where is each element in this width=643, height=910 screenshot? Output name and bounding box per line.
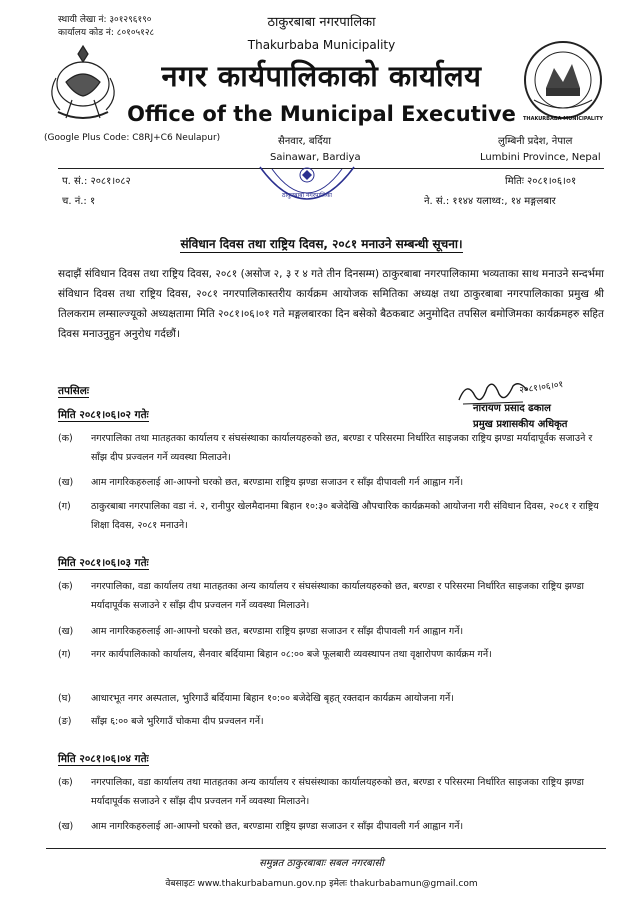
office-stamp: [256, 163, 358, 231]
item-label: (ङ): [58, 716, 72, 727]
item-text: नगर कार्यपालिकाको कार्यालय, सैनवार बर्दियामा बिहान ०८:०० बजे फूलबारी व्यवस्थापन तथा वृक्षारोपण कार्यक्रम गर्ने।: [91, 649, 492, 660]
logo-caption: THAKURBABA MUNICIPALITY: [522, 116, 604, 122]
item-text: साँझ ६:०० बजे भुरिगाउँ चोकमा दीप प्रज्वलन गर्ने।: [91, 716, 264, 727]
item-text: आम नागरिकहरुलाई आ-आफ्नो घरको छत, बरण्डामा राष्ट्रिय झण्डा सजाउन र साँझ दीपावली गर्न आह्वान गर्ने।: [91, 626, 464, 637]
item-label: (क): [58, 777, 73, 788]
item-label: (क): [58, 433, 73, 444]
registration-number: स्थायी लेखा नं: ३०१२९६१९०: [58, 15, 152, 25]
item-text: आम नागरिकहरुलाई आ-आफ्नो घरको छत, बरण्डामा राष्ट्रिय झण्डा सजाउन र साँझ दीपावली गर्न आह्वान गर्ने।: [91, 821, 464, 832]
municipality-logo: [516, 38, 611, 126]
province-np: लुम्बिनी प्रदेश, नेपाल: [498, 136, 573, 147]
list-item: [58, 429, 604, 467]
officer-title: प्रमुख प्रशासकीय अधिकृत: [473, 419, 568, 430]
footer-contact: वेबसाइटः www.thakurbabamun.gov.np इमेलः thakurbabamun@gmail.com: [165, 879, 478, 889]
section-2-date: मिति २०८१।०६।०३ गतेः: [58, 557, 149, 569]
item-label: (ख): [58, 821, 74, 832]
list-item: [58, 712, 604, 731]
nepal-sambat-date: ने. सं.: ११४४ यलाथ्व:, १४ मङ्गलबार: [424, 196, 556, 207]
office-code: कार्यालय कोड नं: ८०१०५१२८: [58, 28, 155, 38]
subject-text: संविधान दिवस तथा राष्ट्रिय दिवस, २०८१ मनाउने सम्बन्धी सूचना।: [180, 237, 463, 251]
section-1-date: मिति २०८१।०६।०२ गतेः: [58, 409, 149, 421]
list-item: [58, 645, 604, 683]
item-label: (ग): [58, 501, 71, 512]
item-text: आधारभूत नगर अस्पताल, भुरिगाउँ बर्दियामा बिहान १०:०० बजेदेखि बृहत् रक्तदान कार्यक्रम आयोजना गर्ने।: [91, 693, 454, 704]
province-en: Lumbini Province, Nepal: [480, 152, 601, 163]
item-text: नगरपालिका, वडा कार्यालय तथा मातहतका अन्य कार्यालय र संघसंस्थाका कार्यालयहरुको छत, बरण्डा र परिसरमा निर्धारित साइजका राष्ट्रिय झण्डा मर्यादापूर्वक सजाउने र साँझ दीप प्रज्वलन गर्ने व्यवस्था मिलाउने।: [91, 777, 584, 807]
list-item: [58, 622, 604, 641]
list-item: [58, 817, 604, 836]
section-3-heading: [58, 752, 149, 766]
section-2-heading: [58, 556, 149, 570]
list-item: [58, 497, 604, 535]
office-title-en: Office of the Municipal Executive: [127, 102, 516, 126]
item-text: ठाकुरबाबा नगरपालिका वडा नं. २, रानीपुर खेलमैदानमा बिहान १०:३० बजेदेखि औपचारिक कार्यक्रमको आयोजना गरी संविधान दिवस, २०८१ र राष्ट्रिय शिक्षा दिवस, २०८१ मनाउने।: [91, 501, 599, 531]
notice-subject: [0, 235, 643, 252]
officer-name: नारायण प्रसाद ढकाल: [473, 403, 551, 414]
item-label: (क): [58, 581, 73, 592]
section-3-date: मिति २०८१।०६।०४ गतेः: [58, 753, 149, 765]
footer-divider: [46, 848, 606, 849]
list-item: [58, 473, 604, 492]
item-text: नगरपालिका तथा मातहतका कार्यालय र संघसंस्थाका कार्यालयहरुको छत, बरण्डा र परिसरमा निर्धारित साइजका राष्ट्रिय झण्डा मर्यादापूर्वक सजाउने र साँझ दीप प्रज्वलन गर्ने व्यवस्था मिलाउने।: [91, 433, 593, 463]
item-label: (ख): [58, 477, 74, 488]
item-label: (घ): [58, 693, 72, 704]
chalani-number: च. नं.: १: [62, 196, 96, 207]
item-text: आम नागरिकहरुलाई आ-आफ्नो घरको छत, बरण्डामा राष्ट्रिय झण्डा सजाउन र साँझ दीपावली गर्न आह्वान गर्ने।: [91, 477, 464, 488]
signature-block: [453, 376, 603, 436]
municipality-name-np: ठाकुरबाबा नगरपालिका: [267, 15, 376, 30]
office-title-np: नगर कार्यपालिकाको कार्यालय: [161, 59, 482, 93]
list-item: [58, 773, 604, 811]
patra-sankhya: प. सं.: २०८१।०८२: [62, 176, 131, 187]
list-item: [58, 689, 604, 708]
signature-date: २०८१।०६।०१: [518, 379, 564, 397]
item-label: (ख): [58, 626, 74, 637]
item-label: (ग): [58, 649, 71, 660]
footer-slogan: समुन्नत ठाकुरबाबाः सबल नगरबासी: [259, 858, 384, 869]
list-item: [58, 577, 604, 615]
tapsil-heading: [58, 384, 89, 398]
municipality-name-en: Thakurbaba Municipality: [247, 38, 396, 52]
letter-date: मितिः २०८१।०६।०१: [505, 176, 577, 187]
section-1-heading: [58, 408, 149, 422]
nepal-emblem-logo: [36, 38, 131, 126]
address-np: सैनवार, बर्दिया: [278, 136, 331, 147]
item-text: नगरपालिका, वडा कार्यालय तथा मातहतका अन्य कार्यालय र संघसंस्थाका कार्यालयहरुको छत, बरण्डा र परिसरमा निर्धारित साइजका राष्ट्रिय झण्डा मर्यादापूर्वक सजाउने र साँझ दीप प्रज्वलन गर्ने व्यवस्था मिलाउने।: [91, 581, 584, 611]
address-en: Sainawar, Bardiya: [270, 152, 361, 163]
tapsil-label: तपसिलः: [58, 385, 90, 397]
stamp-text: ठाकुरबाबा नगरपालिका: [282, 192, 332, 199]
google-plus-code: (Google Plus Code: C8RJ+C6 Neulapur): [44, 133, 221, 143]
body-paragraph: सदाझैं संविधान दिवस तथा राष्ट्रिय दिवस, २०८१ (असोज २, ३ र ४ गते तीन दिनसम्म) ठाकुरबाबा नगरपालिकामा भव्यताका साथ मनाउने सन्दर्भमा संविधान दिवस तथा राष्ट्रिय दिवस, २०८१ नगरपालिकास्तरीय कार्यक्रम आयोजक समितिका अध्यक्ष तथा ठाकुरबाबा नगरपालिकाका प्रमुख श्री तिलकराम लम्साल्ज्यूको अध्यक्षतामा मिति २०८१।०६।०१ गते मङ्गलबारका दिन बसेको बैठकबाट अनुमोदित तपसिल बमोजिमका कार्यक्रमहरु सहित दिवस मनाउनुहुन अनुरोध गर्दछौं।: [58, 268, 604, 340]
